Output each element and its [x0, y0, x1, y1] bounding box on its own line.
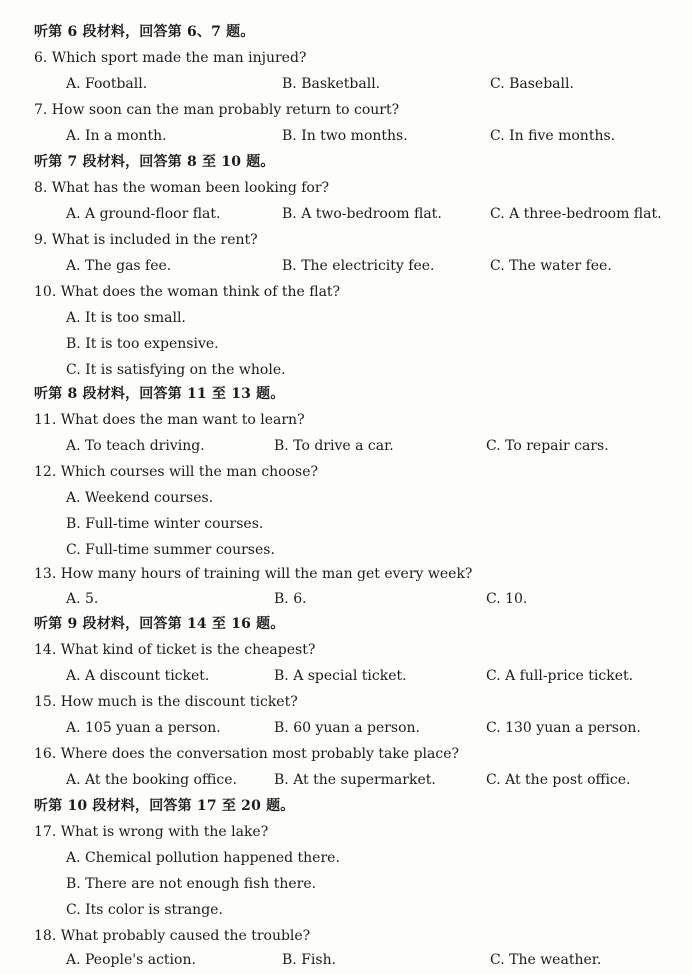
- question-7-option-a: A. In a month.: [66, 128, 167, 144]
- question-15-option-b: B. 60 yuan a person.: [274, 720, 421, 736]
- section-heading-6: 听第 6 段材料，回答第 6、7 题。: [34, 24, 255, 40]
- question-17-option-c: C. Its color is strange.: [66, 902, 223, 918]
- question-16-stem: 16. Where does the conversation most probably take place?: [34, 746, 459, 762]
- question-11-option-a: A. To teach driving.: [66, 438, 205, 454]
- question-13-option-b: B. 6.: [274, 591, 307, 607]
- question-6-options: [0, 71, 692, 97]
- question-8-option-b: B. A two-bedroom flat.: [282, 206, 442, 222]
- question-7-stem: 7. How soon can the man probably return to court?: [34, 102, 400, 118]
- question-15-stem: 15. How much is the discount ticket?: [34, 694, 298, 710]
- question-9-stem: 9. What is included in the rent?: [34, 232, 258, 248]
- question-14-options: [0, 663, 692, 689]
- question-10-option-b: B. It is too expensive.: [66, 336, 219, 352]
- question-6-stem: 6. Which sport made the man injured?: [34, 50, 307, 66]
- question-12-option-c: C. Full-time summer courses.: [66, 542, 275, 558]
- question-9-options: [0, 253, 692, 279]
- question-13-options: [0, 586, 692, 612]
- question-14-option-a: A. A discount ticket.: [66, 668, 210, 684]
- question-8-option-c: C. A three-bedroom flat.: [490, 206, 662, 222]
- question-10-option-c: C. It is satisfying on the whole.: [66, 362, 286, 378]
- question-17-option-a: A. Chemical pollution happened there.: [66, 850, 340, 866]
- question-11-option-c: C. To repair cars.: [486, 438, 609, 454]
- question-7-option-b: B. In two months.: [282, 128, 408, 144]
- question-6-option-c: C. Baseball.: [490, 76, 574, 92]
- question-14-option-c: C. A full-price ticket.: [486, 668, 634, 684]
- question-18-option-a: A. People's action.: [66, 952, 196, 968]
- question-13-stem: 13. How many hours of training will the man get every week?: [34, 566, 473, 582]
- question-12-stem: 12. Which courses will the man choose?: [34, 464, 319, 480]
- question-7-options: [0, 123, 692, 149]
- question-13-option-a: A. 5.: [66, 591, 99, 607]
- question-13-option-c: C. 10.: [486, 591, 528, 607]
- question-14-option-b: B. A special ticket.: [274, 668, 407, 684]
- question-17-stem: 17. What is wrong with the lake?: [34, 824, 269, 840]
- question-16-option-a: A. At the booking office.: [66, 772, 237, 788]
- question-12-option-a: A. Weekend courses.: [66, 490, 214, 506]
- question-11-option-b: B. To drive a car.: [274, 438, 394, 454]
- question-14-stem: 14. What kind of ticket is the cheapest?: [34, 642, 316, 658]
- question-11-stem: 11. What does the man want to learn?: [34, 412, 305, 428]
- question-8-option-a: A. A ground-floor flat.: [66, 206, 221, 222]
- question-11-options: [0, 433, 692, 459]
- section-heading-9: 听第 9 段材料，回答第 14 至 16 题。: [34, 616, 285, 632]
- question-17-option-b: B. There are not enough fish there.: [66, 876, 317, 892]
- question-6-option-a: A. Football.: [66, 76, 148, 92]
- question-18-option-c: C. The weather.: [490, 952, 602, 968]
- question-16-options: [0, 767, 692, 793]
- question-10-stem: 10. What does the woman think of the flat?: [34, 284, 341, 300]
- question-9-option-c: C. The water fee.: [490, 258, 612, 274]
- question-6-option-b: B. Basketball.: [282, 76, 381, 92]
- question-15-option-a: A. 105 yuan a person.: [66, 720, 221, 736]
- question-16-option-c: C. At the post office.: [486, 772, 631, 788]
- question-18-stem: 18. What probably caused the trouble?: [34, 928, 311, 944]
- question-15-options: [0, 715, 692, 741]
- question-7-option-c: C. In five months.: [490, 128, 616, 144]
- question-8-stem: 8. What has the woman been looking for?: [34, 180, 330, 196]
- question-10-option-a: A. It is too small.: [66, 310, 186, 326]
- question-18-option-b: B. Fish.: [282, 952, 337, 968]
- question-9-option-b: B. The electricity fee.: [282, 258, 435, 274]
- question-8-options: [0, 201, 692, 227]
- question-16-option-b: B. At the supermarket.: [274, 772, 436, 788]
- question-9-option-a: A. The gas fee.: [66, 258, 172, 274]
- section-heading-8: 听第 8 段材料，回答第 11 至 13 题。: [34, 386, 285, 402]
- question-15-option-c: C. 130 yuan a person.: [486, 720, 641, 736]
- section-heading-7: 听第 7 段材料，回答第 8 至 10 题。: [34, 154, 275, 170]
- section-heading-10: 听第 10 段材料，回答第 17 至 20 题。: [34, 798, 295, 814]
- question-12-option-b: B. Full-time winter courses.: [66, 516, 264, 532]
- question-18-options: [0, 947, 692, 973]
